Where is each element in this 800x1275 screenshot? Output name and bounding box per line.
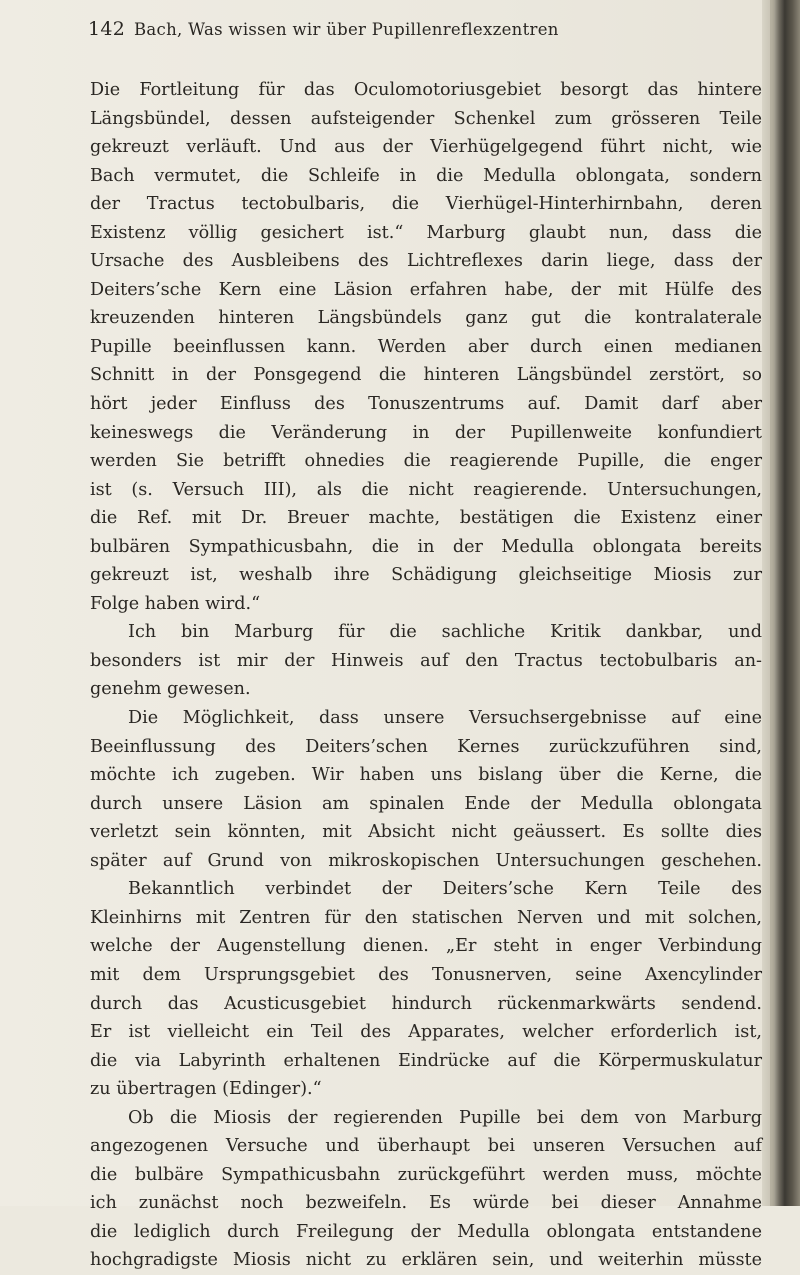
page-header	[88, 18, 758, 52]
text-line: ist (s. Versuch III), als die nicht reagierende. Untersuchungen,	[90, 479, 762, 500]
text-line: die lediglich durch Freilegung der Medulla oblongata entstandene	[90, 1221, 762, 1242]
text-line: zu übertragen (Edinger).“	[90, 1079, 322, 1100]
text-line: Die Fortleitung für das Oculomotoriusgebiet besorgt das hintere	[90, 80, 762, 100]
text-line: Deiters’sche Kern eine Läsion erfahren habe, der mit Hülfe des	[90, 279, 762, 300]
text-line: genehm gewesen.	[90, 679, 251, 700]
text-line: Bach vermutet, die Schleife in die Medulla oblongata, sondern	[90, 165, 762, 186]
text-line: keineswegs die Veränderung in der Pupillenweite konfundiert	[90, 422, 762, 443]
book-binding-edge	[762, 0, 800, 1206]
text-line: die Ref. mit Dr. Breuer machte, bestätigen die Existenz einer	[90, 508, 762, 529]
text-line: Schnitt in der Ponsgegend die hinteren Längsbündel zerstört, so	[90, 365, 762, 386]
text-line: durch das Acusticusgebiet hindurch rückenmarkwärts sendend.	[90, 993, 762, 1014]
text-line: angezogenen Versuche und überhaupt bei unseren Versuchen auf	[90, 1136, 762, 1157]
text-line: der Tractus tectobulbaris, die Vierhügel-Hinterhirnbahn, deren	[90, 194, 762, 215]
text-line: besonders ist mir der Hinweis auf den Tractus tectobulbaris an-	[90, 650, 762, 671]
text-line: verletzt sein könnten, mit Absicht nicht geäussert. Es sollte dies	[90, 822, 762, 843]
text-line: welche der Augenstellung dienen. „Er steht in enger Verbindung	[90, 936, 762, 957]
text-line: Er ist vielleicht ein Teil des Apparates, welcher erforderlich ist,	[90, 1022, 762, 1043]
text-line: gekreuzt ist, weshalb ihre Schädigung gleichseitige Miosis zur	[90, 565, 762, 586]
page-number: 142	[88, 18, 126, 40]
text-line: Kleinhirns mit Zentren für den statischen Nerven und mit solchen,	[90, 907, 762, 928]
text-line: Pupille beeinflussen kann. Werden aber durch einen medianen	[90, 336, 762, 357]
text-line: kreuzenden hinteren Längsbündels ganz gut die kontralaterale	[90, 308, 762, 329]
text-line: hört jeder Einfluss des Tonuszentrums auf. Damit darf aber	[90, 394, 762, 415]
text-line: später auf Grund von mikroskopischen Untersuchungen geschehen.	[90, 850, 762, 871]
text-line: Bekanntlich verbindet der Deiters’sche Kern Teile des	[128, 879, 762, 900]
text-line: Folge haben wird.“	[90, 593, 261, 614]
text-line: mit dem Ursprungsgebiet des Tonusnerven, seine Axencylinder	[90, 964, 762, 985]
text-line: Längsbündel, dessen aufsteigender Schenkel zum grösseren Teile	[90, 108, 762, 129]
running-head: Bach, Was wissen wir über Pupillenreflexzentren	[134, 20, 559, 39]
text-line: die bulbäre Sympathicusbahn zurückgeführt werden muss, möchte	[90, 1164, 762, 1185]
text-line: Ob die Miosis der regierenden Pupille bei dem von Marburg	[128, 1107, 762, 1128]
text-line: hochgradigste Miosis nicht zu erklären sein, und weiterhin müsste	[90, 1250, 762, 1271]
text-line: Ursache des Ausbleibens des Lichtreflexes darin liege, dass der	[90, 251, 762, 272]
text-line: ich zunächst noch bezweifeln. Es würde bei dieser Annahme	[90, 1193, 762, 1214]
text-line: Ich bin Marburg für die sachliche Kritik dankbar, und	[128, 622, 762, 643]
text-line: bulbären Sympathicusbahn, die in der Medulla oblongata bereits	[90, 536, 762, 557]
text-line: Beeinflussung des Deiters’schen Kernes zurückzuführen sind,	[90, 736, 762, 757]
text-line: die via Labyrinth erhaltenen Eindrücke auf die Körpermuskulatur	[90, 1050, 762, 1071]
body-text	[90, 76, 762, 1275]
text-line: gekreuzt verläuft. Und aus der Vierhügelgegend führt nicht, wie	[90, 137, 762, 158]
text-line: möchte ich zugeben. Wir haben uns bislang über die Kerne, die	[90, 765, 762, 786]
text-line: Existenz völlig gesichert ist.“ Marburg glaubt nun, dass die	[90, 222, 762, 243]
text-line: durch unsere Läsion am spinalen Ende der Medulla oblongata	[90, 793, 762, 814]
text-line: Die Möglichkeit, dass unsere Versuchsergebnisse auf eine	[128, 708, 762, 729]
text-line: werden Sie betrifft ohnedies die reagierende Pupille, die enger	[90, 451, 762, 472]
